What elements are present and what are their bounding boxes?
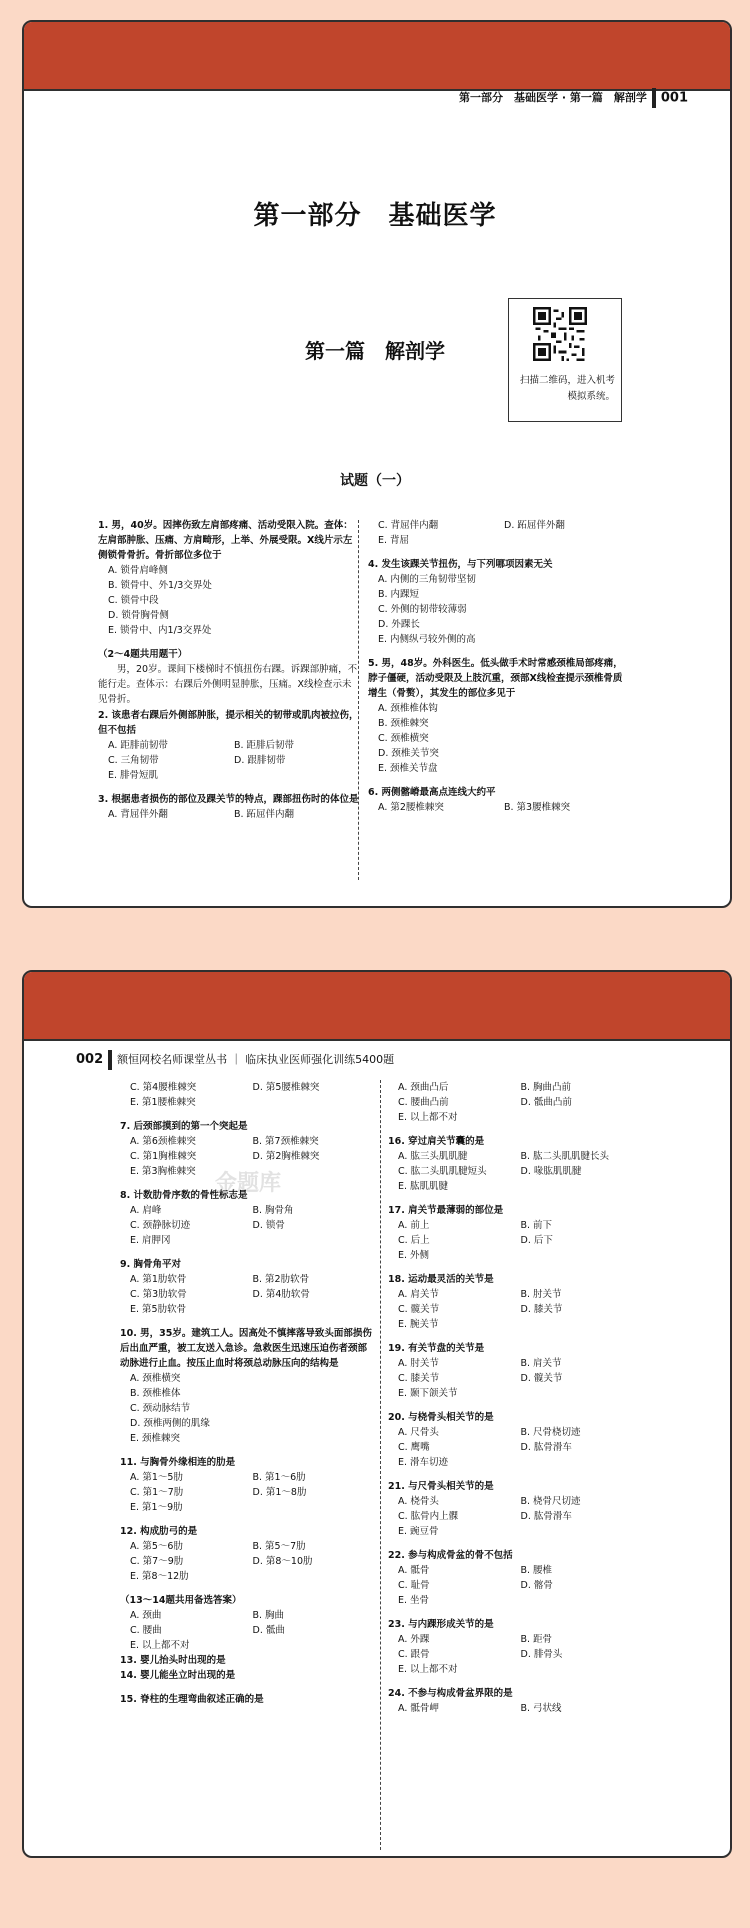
option: A. 第1肋软骨 [130, 1274, 187, 1285]
option: B. 腰椎 [520, 1565, 553, 1576]
option: E. 内侧纵弓较外侧的高 [378, 634, 476, 645]
question [388, 1686, 643, 1716]
question-stem: 13. 婴儿抬头时出现的是 [120, 1655, 226, 1666]
option: A. 第5～6肋 [130, 1541, 183, 1552]
option: D. 跟腓韧带 [234, 755, 286, 766]
question [388, 1617, 643, 1677]
option: A. 颈曲凸后 [398, 1082, 449, 1093]
running-header-text: 第一部分 基础医学 · 第一篇 解剖学 [459, 91, 647, 104]
option: B. 距腓后韧带 [234, 740, 295, 751]
option: B. 内踝短 [378, 589, 420, 600]
question [120, 1257, 375, 1317]
option: E. 第1腰椎棘突 [130, 1097, 196, 1108]
option: D. 颈椎两侧的肌缘 [130, 1418, 210, 1429]
option: D. 膝关节 [520, 1304, 563, 1315]
option: C. 颈静脉切迹 [130, 1220, 191, 1231]
option: E. 外侧 [398, 1250, 430, 1261]
option: A. 第6颈椎棘突 [130, 1136, 196, 1147]
header-tab-mark [652, 88, 656, 108]
option: D. 第5腰椎棘突 [252, 1082, 320, 1093]
question-stem: 10. 男，35岁。建筑工人。因高处不慎摔落导致头面部损伤后出血严重，被工友送入急诊。急救医生迅速压迫伤者颈部动脉进行止血。按压止血时将颈总动脉压向的结构是 [120, 1328, 372, 1369]
option: A. 颈曲 [130, 1610, 162, 1621]
question-continuation [388, 1080, 643, 1125]
option: E. 以上都不对 [398, 1664, 458, 1675]
right-column [388, 1080, 643, 1725]
question-stem: 11. 与胸骨外缘相连的肋是 [120, 1457, 236, 1468]
question-stem: 22. 参与构成骨盆的骨不包括 [388, 1550, 513, 1561]
option: A. 肘关节 [398, 1358, 439, 1369]
option: C. 第1胸椎棘突 [130, 1151, 197, 1162]
option: D. 喙肱肌肌腱 [520, 1166, 582, 1177]
test-title: 试题（一） [340, 473, 410, 489]
option: C. 髋关节 [398, 1304, 440, 1315]
question-stem: 6. 两侧髂嵴最高点连线大约平 [368, 787, 496, 798]
option: B. 颈椎椎体 [130, 1388, 181, 1399]
option: D. 外踝长 [378, 619, 420, 630]
question [120, 1692, 375, 1707]
option: B. 距骨 [520, 1634, 553, 1645]
question-stem: 2. 该患者右踝后外侧部肿胀，提示相关的韧带或肌肉被拉伤，但不包括 [98, 710, 359, 736]
option: E. 滑车切迹 [398, 1457, 449, 1468]
question-stem: 18. 运动最灵活的关节是 [388, 1274, 494, 1285]
option: E. 腕关节 [398, 1319, 439, 1330]
option: E. 第5肋软骨 [130, 1304, 187, 1315]
option: C. 第4腰椎棘突 [130, 1082, 197, 1093]
running-header [76, 1050, 394, 1070]
question [120, 1119, 375, 1179]
header-band [24, 972, 730, 1041]
option: B. 胸曲凸前 [520, 1082, 572, 1093]
option: C. 第3肋软骨 [130, 1289, 187, 1300]
option: D. 第8～10肋 [252, 1556, 313, 1567]
question-stem: 12. 构成肋弓的是 [120, 1526, 198, 1537]
option: D. 颈椎关节突 [378, 748, 439, 759]
option: C. 肱骨内上髁 [398, 1511, 459, 1522]
option: B. 前下 [520, 1220, 553, 1231]
option: B. 颈椎棘突 [378, 718, 429, 729]
option: E. 肩胛冈 [130, 1235, 171, 1246]
header-band [24, 22, 730, 91]
option: C. 肱二头肌肌腱短头 [398, 1166, 487, 1177]
option: D. 肱骨滑车 [520, 1442, 572, 1453]
question-stem: 19. 有关节盘的关节是 [388, 1343, 485, 1354]
option: C. 颈椎横突 [378, 733, 429, 744]
option: A. 尺骨头 [398, 1427, 439, 1438]
option: C. 锁骨中段 [108, 595, 159, 606]
option: A. 距腓前韧带 [108, 740, 168, 751]
qr-box [508, 298, 622, 422]
option: D. 第4肋软骨 [252, 1289, 310, 1300]
option: B. 锁骨中、外1/3交界处 [108, 580, 212, 591]
option: C. 背屈伴内翻 [378, 520, 439, 531]
option: B. 尺骨桡切迹 [520, 1427, 581, 1438]
option: B. 跖屈伴内翻 [234, 809, 295, 820]
option: C. 颈动脉结节 [130, 1403, 191, 1414]
question [120, 1653, 375, 1668]
option: A. 前上 [398, 1220, 430, 1231]
question [120, 1668, 375, 1683]
question-continuation [368, 518, 630, 548]
option: C. 外侧的韧带较薄弱 [378, 604, 467, 615]
question-continuation [120, 1080, 375, 1110]
option: A. 肩峰 [130, 1205, 162, 1216]
question-stem: 8. 计数肋骨序数的骨性标志是 [120, 1190, 248, 1201]
qr-caption: 扫描二维码，进入机考模拟系统。 [519, 375, 615, 402]
option: C. 鹰嘴 [398, 1442, 430, 1453]
option: A. 内侧的三角韧带坚韧 [378, 574, 476, 585]
option: E. 颈椎棘突 [130, 1433, 181, 1444]
option: D. 髂骨 [520, 1580, 553, 1591]
option: B. 胸曲 [252, 1610, 285, 1621]
question [388, 1410, 643, 1470]
group-heading: （13～14题共用备选答案） [120, 1595, 242, 1606]
group-stem: 男，20岁。课间下楼梯时不慎扭伤右踝。诉踝部肿痛，不能行走。查体示：右踝后外侧明显肿胀，压痛。X线检查示未见骨折。 [98, 664, 358, 705]
watermark: 金题库 [215, 1171, 282, 1196]
column-divider [380, 1080, 381, 1850]
option: C. 耻骨 [398, 1580, 430, 1591]
question-stem: 20. 与桡骨头相关节的是 [388, 1412, 494, 1423]
question [98, 518, 360, 638]
question [388, 1203, 643, 1263]
option: A. 肱三头肌肌腱 [398, 1151, 468, 1162]
running-header [459, 88, 688, 108]
option: E. 锁骨中、内1/3交界处 [108, 625, 212, 636]
option: C. 腰曲 [130, 1625, 162, 1636]
question [98, 708, 360, 783]
option: B. 肱二头肌肌腱长头 [520, 1151, 610, 1162]
chapter-title: 第一篇 解剖学 [305, 339, 445, 363]
option: D. 髋关节 [520, 1373, 563, 1384]
option: D. 骶曲凸前 [520, 1097, 572, 1108]
question-stem: 15. 脊柱的生理弯曲叙述正确的是 [120, 1694, 264, 1705]
option: B. 第5～7肋 [252, 1541, 306, 1552]
option: D. 肱骨滑车 [520, 1511, 572, 1522]
option: A. 第2腰椎棘突 [378, 802, 444, 813]
option: D. 锁骨胸骨侧 [108, 610, 169, 621]
option: B. 胸骨角 [252, 1205, 294, 1216]
question [368, 656, 630, 776]
option: A. 骶骨岬 [398, 1703, 439, 1714]
option: D. 第1～8肋 [252, 1487, 307, 1498]
option: A. 颈椎横突 [130, 1373, 181, 1384]
question [120, 1524, 375, 1584]
option: C. 第7～9肋 [130, 1556, 184, 1567]
question-stem: 7. 后颈部摸到的第一个突起是 [120, 1121, 248, 1132]
left-column [98, 518, 360, 831]
option: B. 第3腰椎棘突 [504, 802, 571, 813]
question-stem: 14. 婴儿能坐立时出现的是 [120, 1670, 236, 1681]
option: E. 以上都不对 [130, 1640, 190, 1651]
question [388, 1272, 643, 1332]
option: B. 弓状线 [520, 1703, 562, 1714]
option: C. 三角韧带 [108, 755, 159, 766]
option: C. 跟骨 [398, 1649, 430, 1660]
right-column [368, 518, 630, 824]
question-stem: 16. 穿过肩关节囊的是 [388, 1136, 485, 1147]
question [368, 785, 630, 815]
option: A. 肩关节 [398, 1289, 439, 1300]
option: E. 肱肌肌腱 [398, 1181, 449, 1192]
option: D. 第2胸椎棘突 [252, 1151, 320, 1162]
option: E. 颈椎关节盘 [378, 763, 438, 774]
question [368, 557, 630, 647]
page-number: 002 [76, 1052, 104, 1067]
option: C. 腰曲凸前 [398, 1097, 449, 1108]
header-tab-mark [108, 1050, 112, 1070]
option: A. 第1～5肋 [130, 1472, 183, 1483]
question-stem: 4. 发生该踝关节扭伤，与下列哪项因素无关 [368, 559, 553, 570]
option: A. 颈椎椎体钩 [378, 703, 438, 714]
option: E. 第8～12肋 [130, 1571, 189, 1582]
question [120, 1188, 375, 1248]
option: B. 第1～6肋 [252, 1472, 306, 1483]
question [388, 1548, 643, 1608]
option: A. 锁骨肩峰侧 [108, 565, 168, 576]
option: E. 第1～9肋 [130, 1502, 183, 1513]
option: B. 肘关节 [520, 1289, 562, 1300]
question [120, 1326, 375, 1446]
option: A. 骶骨 [398, 1565, 430, 1576]
option: D. 骶曲 [252, 1625, 285, 1636]
option: E. 颞下颌关节 [398, 1388, 458, 1399]
left-column [120, 1080, 375, 1716]
option: B. 肩关节 [520, 1358, 562, 1369]
question [98, 792, 360, 822]
question [120, 1455, 375, 1515]
option: A. 背屈伴外翻 [108, 809, 168, 820]
question-group [98, 647, 360, 707]
option: E. 以上都不对 [398, 1112, 458, 1123]
question-group [120, 1593, 375, 1653]
question [388, 1134, 643, 1194]
group-heading: （2～4题共用题干） [98, 649, 188, 660]
option: C. 膝关节 [398, 1373, 440, 1384]
option: B. 第2肋软骨 [252, 1274, 310, 1285]
question-stem: 5. 男，48岁。外科医生。低头做手术时常感颈椎局部疼痛，脖子僵硬，活动受限及上肢沉重，颈部X线检查提示颈椎骨质增生（骨赘），其发生的部位多见于 [368, 658, 623, 699]
question-stem: 17. 肩关节最薄弱的部位是 [388, 1205, 504, 1216]
option: B. 第7颈椎棘突 [252, 1136, 319, 1147]
part-title: 第一部分 基础医学 [253, 201, 497, 231]
question-stem: 3. 根据患者损伤的部位及踝关节的特点，踝部扭伤时的体位是 [98, 794, 359, 805]
question-stem: 1. 男，40岁。因摔伤致左肩部疼痛、活动受限入院。查体：左肩部肿胀、压痛、方肩畸形，上举、外展受限。X线片示左侧锁骨骨折。骨折部位多位于 [98, 520, 353, 561]
option: D. 后下 [520, 1235, 553, 1246]
question [388, 1341, 643, 1401]
page-number: 001 [660, 90, 688, 106]
option: E. 腓骨短肌 [108, 770, 159, 781]
question-stem: 23. 与内踝形成关节的是 [388, 1619, 494, 1630]
option: C. 后上 [398, 1235, 430, 1246]
option: D. 腓骨头 [520, 1649, 563, 1660]
option: C. 第1～7肋 [130, 1487, 184, 1498]
option: D. 锁骨 [252, 1220, 285, 1231]
option: D. 跖屈伴外翻 [504, 520, 565, 531]
qr-code-icon[interactable] [533, 307, 587, 361]
option: E. 豌豆骨 [398, 1526, 439, 1537]
question [388, 1479, 643, 1539]
option: B. 桡骨尺切迹 [520, 1496, 581, 1507]
question-stem: 21. 与尺骨头相关节的是 [388, 1481, 494, 1492]
running-header-text: 额恒网校名师课堂丛书 ｜ 临床执业医师强化训练5400题 [117, 1053, 395, 1066]
option: E. 背屈 [378, 535, 410, 546]
option: E. 第3胸椎棘突 [130, 1166, 196, 1177]
option: A. 桡骨头 [398, 1496, 439, 1507]
option: E. 坐骨 [398, 1595, 430, 1606]
question-stem: 9. 胸骨角平对 [120, 1259, 182, 1270]
question-stem: 24. 不参与构成骨盆界限的是 [388, 1688, 513, 1699]
option: A. 外踝 [398, 1634, 430, 1645]
